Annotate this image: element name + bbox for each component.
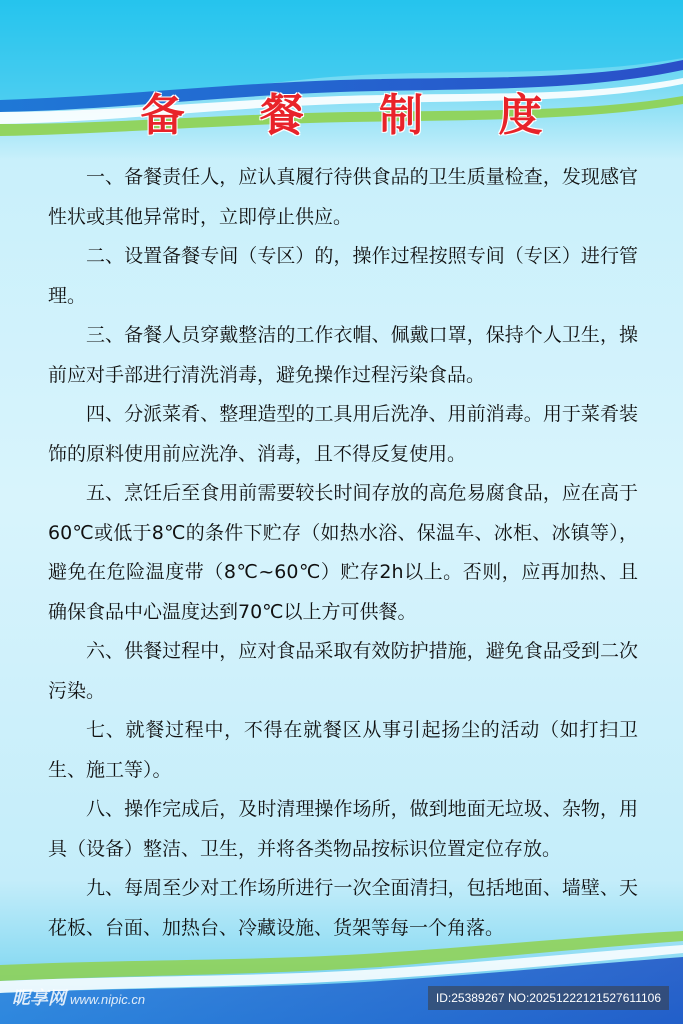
page-title: 备 餐 制 度 (140, 90, 573, 141)
regulation-item-2: 二、设置备餐专间（专区）的，操作过程按照专间（专区）进行管理。 (48, 245, 638, 307)
image-id-label: ID:25389267 NO:20251222121527611106 (428, 986, 669, 1010)
regulation-item-3: 三、备餐人员穿戴整洁的工作衣帽、佩戴口罩，保持个人卫生，操前应对手部进行清洗消毒，避免操作过程污染食品。 (48, 324, 638, 386)
regulation-item-6: 六、供餐过程中，应对食品采取有效防护措施，避免食品受到二次污染。 (48, 640, 638, 702)
regulation-item-9: 九、每周至少对工作场所进行一次全面清扫，包括地面、墙壁、天花板、台面、加热台、冷藏设施、货架等每一个角落。 (48, 877, 638, 939)
logo-text: 昵享网 (12, 988, 66, 1008)
regulation-body (48, 158, 638, 948)
regulation-item-7: 七、就餐过程中，不得在就餐区从事引起扬尘的活动（如打扫卫生、施工等）。 (48, 719, 638, 781)
regulation-item-8: 八、操作完成后，及时清理操作场所，做到地面无垃圾、杂物，用具（设备）整洁、卫生，并将各类物品按标识位置定位存放。 (48, 798, 638, 860)
regulation-item-5: 五、烹饪后至食用前需要较长时间存放的高危易腐食品，应在高于60℃或低于8℃的条件下贮存（如热水浴、保温车、冰柜、冰镇等），避免在危险温度带（8℃~60℃）贮存2h以上。否则，应再加热、且确保食品中心温度达到70℃以上方可供餐。 (48, 482, 638, 623)
watermark-bar (0, 986, 683, 1010)
regulation-item-4: 四、分派菜肴、整理造型的工具用后洗净、用前消毒。用于菜肴装饰的原料使用前应洗净、消毒，且不得反复使用。 (48, 403, 638, 465)
regulation-item-1: 一、备餐责任人，应认真履行待供食品的卫生质量检查，发现感官性状或其他异常时，立即停止供应。 (48, 166, 638, 228)
site-url: www.nipic.cn (70, 992, 146, 1007)
site-logo (12, 986, 145, 1012)
